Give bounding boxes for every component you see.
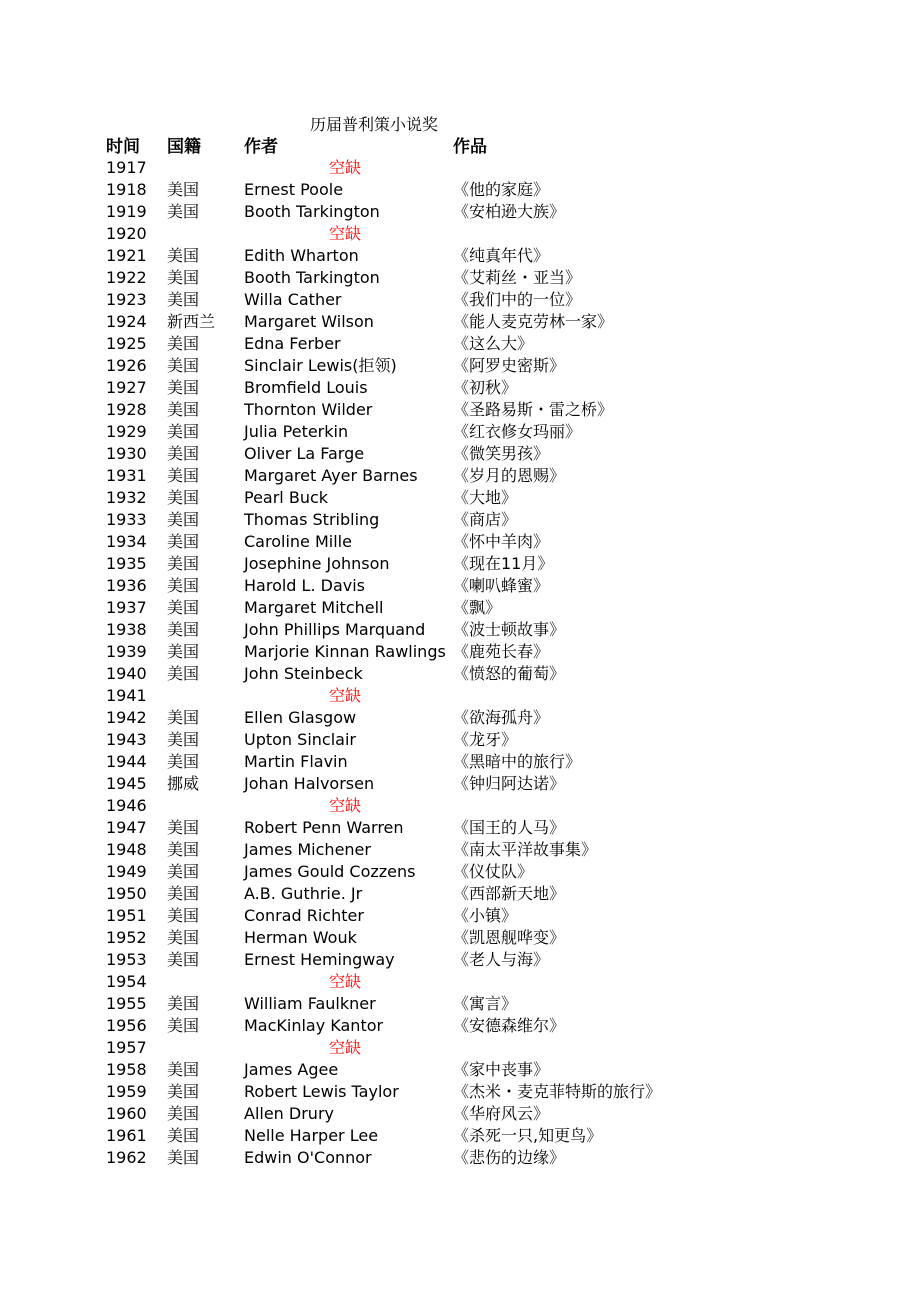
table-row <box>0 1103 920 1125</box>
table-row <box>0 377 920 399</box>
row-year: 1960 <box>106 1104 147 1123</box>
row-author: Margaret Wilson <box>244 312 374 331</box>
document-title: 历届普利策小说奖 <box>310 115 439 134</box>
row-work: 《初秋》 <box>453 378 518 397</box>
row-work: 《这么大》 <box>453 334 534 353</box>
row-year: 1923 <box>106 290 147 309</box>
row-author: MacKinlay Kantor <box>244 1016 384 1035</box>
row-year: 1925 <box>106 334 147 353</box>
vacant-label: 空缺 <box>329 972 362 991</box>
row-nationality: 美国 <box>167 554 200 573</box>
row-nationality: 美国 <box>167 290 200 309</box>
row-author: Julia Peterkin <box>244 422 349 441</box>
row-nationality: 美国 <box>167 1060 200 1079</box>
row-work: 《阿罗史密斯》 <box>453 356 566 375</box>
row-nationality: 美国 <box>167 642 200 661</box>
row-work: 《纯真年代》 <box>453 246 550 265</box>
row-author: Upton Sinclair <box>244 730 356 749</box>
table-row <box>0 597 920 619</box>
table-row <box>0 883 920 905</box>
row-year: 1957 <box>106 1038 147 1057</box>
row-nationality: 美国 <box>167 422 200 441</box>
row-year: 1951 <box>106 906 147 925</box>
table-row <box>0 751 920 773</box>
header-nationality: 国籍 <box>167 137 201 157</box>
table-row <box>0 663 920 685</box>
row-work: 《黑暗中的旅行》 <box>453 752 582 771</box>
row-work: 《商店》 <box>453 510 518 529</box>
row-year: 1927 <box>106 378 147 397</box>
row-nationality: 美国 <box>167 444 200 463</box>
row-author: Johan Halvorsen <box>244 774 375 793</box>
vacant-label: 空缺 <box>329 686 362 705</box>
row-nationality: 美国 <box>167 202 200 221</box>
row-nationality: 美国 <box>167 1082 200 1101</box>
row-work: 《寓言》 <box>453 994 518 1013</box>
row-year: 1936 <box>106 576 147 595</box>
table-body <box>0 157 920 1169</box>
row-nationality: 美国 <box>167 840 200 859</box>
row-year: 1948 <box>106 840 147 859</box>
table-row <box>0 1125 920 1147</box>
row-author: Margaret Ayer Barnes <box>244 466 418 485</box>
table-header <box>0 136 920 158</box>
row-year: 1937 <box>106 598 147 617</box>
table-row <box>0 817 920 839</box>
row-year: 1938 <box>106 620 147 639</box>
row-year: 1930 <box>106 444 147 463</box>
row-nationality: 美国 <box>167 818 200 837</box>
row-year: 1959 <box>106 1082 147 1101</box>
row-year: 1921 <box>106 246 147 265</box>
table-row <box>0 619 920 641</box>
vacant-label: 空缺 <box>329 796 362 815</box>
row-author: Josephine Johnson <box>244 554 390 573</box>
row-nationality: 挪威 <box>167 774 200 793</box>
row-year: 1962 <box>106 1148 147 1167</box>
row-work: 《钟归阿达诺》 <box>453 774 566 793</box>
table-row <box>0 245 920 267</box>
row-author: Pearl Buck <box>244 488 329 507</box>
table-row <box>0 839 920 861</box>
row-year: 1940 <box>106 664 147 683</box>
row-work: 《鹿苑长春》 <box>453 642 550 661</box>
row-nationality: 美国 <box>167 1104 200 1123</box>
table-row <box>0 509 920 531</box>
row-nationality: 美国 <box>167 994 200 1013</box>
row-year: 1954 <box>106 972 147 991</box>
row-work: 《红衣修女玛丽》 <box>453 422 582 441</box>
row-nationality: 美国 <box>167 1148 200 1167</box>
table-row <box>0 1147 920 1169</box>
table-row <box>0 157 920 179</box>
table-row <box>0 729 920 751</box>
row-work: 《老人与海》 <box>453 950 550 969</box>
row-year: 1961 <box>106 1126 147 1145</box>
row-work: 《国王的人马》 <box>453 818 566 837</box>
row-author: Bromfield Louis <box>244 378 368 397</box>
row-nationality: 美国 <box>167 576 200 595</box>
row-nationality: 美国 <box>167 950 200 969</box>
row-year: 1952 <box>106 928 147 947</box>
row-author: Allen Drury <box>244 1104 334 1123</box>
row-work: 《龙牙》 <box>453 730 518 749</box>
row-year: 1920 <box>106 224 147 243</box>
row-author: Nelle Harper Lee <box>244 1126 379 1145</box>
row-work: 《安柏逊大族》 <box>453 202 566 221</box>
row-author: Sinclair Lewis(拒领) <box>244 356 397 375</box>
row-year: 1928 <box>106 400 147 419</box>
row-nationality: 美国 <box>167 268 200 287</box>
row-nationality: 美国 <box>167 532 200 551</box>
row-author: Martin Flavin <box>244 752 348 771</box>
row-year: 1932 <box>106 488 147 507</box>
table-row <box>0 927 920 949</box>
row-work: 《大地》 <box>453 488 518 507</box>
table-row <box>0 707 920 729</box>
row-author: Ernest Poole <box>244 180 344 199</box>
row-nationality: 美国 <box>167 334 200 353</box>
row-author: Caroline Mille <box>244 532 352 551</box>
table-row <box>0 949 920 971</box>
row-author: Booth Tarkington <box>244 268 380 287</box>
row-work: 《家中丧事》 <box>453 1060 550 1079</box>
vacant-label: 空缺 <box>329 158 362 177</box>
row-work: 《小镇》 <box>453 906 518 925</box>
row-author: Edith Wharton <box>244 246 359 265</box>
row-year: 1955 <box>106 994 147 1013</box>
row-year: 1958 <box>106 1060 147 1079</box>
row-work: 《西部新天地》 <box>453 884 566 903</box>
table-row <box>0 465 920 487</box>
row-year: 1929 <box>106 422 147 441</box>
row-work: 《仪仗队》 <box>453 862 534 881</box>
row-author: James Agee <box>244 1060 339 1079</box>
row-year: 1924 <box>106 312 147 331</box>
row-nationality: 美国 <box>167 400 200 419</box>
row-nationality: 美国 <box>167 862 200 881</box>
row-year: 1950 <box>106 884 147 903</box>
row-nationality: 美国 <box>167 488 200 507</box>
table-row <box>0 333 920 355</box>
row-year: 1947 <box>106 818 147 837</box>
row-year: 1933 <box>106 510 147 529</box>
row-nationality: 美国 <box>167 1126 200 1145</box>
row-work: 《华府风云》 <box>453 1104 550 1123</box>
table-row <box>0 1015 920 1037</box>
row-work: 《飘》 <box>453 598 502 617</box>
table-row <box>0 905 920 927</box>
table-row <box>0 1081 920 1103</box>
row-nationality: 美国 <box>167 730 200 749</box>
row-nationality: 美国 <box>167 752 200 771</box>
row-author: Edwin O'Connor <box>244 1148 372 1167</box>
row-year: 1956 <box>106 1016 147 1035</box>
row-nationality: 美国 <box>167 378 200 397</box>
row-work: 《杰米・麦克菲特斯的旅行》 <box>453 1082 662 1101</box>
table-row <box>0 773 920 795</box>
row-year: 1942 <box>106 708 147 727</box>
row-year: 1941 <box>106 686 147 705</box>
row-nationality: 美国 <box>167 928 200 947</box>
row-work: 《微笑男孩》 <box>453 444 550 463</box>
row-year: 1922 <box>106 268 147 287</box>
row-work: 《能人麦克劳林一家》 <box>453 312 614 331</box>
header-author: 作者 <box>244 137 278 157</box>
row-nationality: 美国 <box>167 664 200 683</box>
row-year: 1953 <box>106 950 147 969</box>
row-author: James Gould Cozzens <box>244 862 416 881</box>
row-nationality: 美国 <box>167 466 200 485</box>
row-work: 《杀死一只,知更鸟》 <box>453 1126 603 1145</box>
table-row <box>0 575 920 597</box>
row-year: 1917 <box>106 158 147 177</box>
table-row <box>0 553 920 575</box>
row-work: 《波士顿故事》 <box>453 620 566 639</box>
row-nationality: 美国 <box>167 884 200 903</box>
row-year: 1919 <box>106 202 147 221</box>
row-work: 《现在11月》 <box>453 554 554 573</box>
row-author: John Phillips Marquand <box>244 620 426 639</box>
table-row <box>0 223 920 245</box>
row-year: 1926 <box>106 356 147 375</box>
row-author: Booth Tarkington <box>244 202 380 221</box>
table-row <box>0 267 920 289</box>
header-work: 作品 <box>453 137 487 157</box>
row-nationality: 美国 <box>167 1016 200 1035</box>
row-author: Robert Lewis Taylor <box>244 1082 399 1101</box>
row-author: John Steinbeck <box>244 664 363 683</box>
row-author: Ernest Hemingway <box>244 950 395 969</box>
row-author: Conrad Richter <box>244 906 364 925</box>
row-year: 1935 <box>106 554 147 573</box>
row-work: 《岁月的恩赐》 <box>453 466 566 485</box>
table-row <box>0 355 920 377</box>
row-nationality: 美国 <box>167 246 200 265</box>
row-nationality: 美国 <box>167 708 200 727</box>
table-row <box>0 179 920 201</box>
row-nationality: 新西兰 <box>167 312 216 331</box>
table-row <box>0 399 920 421</box>
row-work: 《南太平洋故事集》 <box>453 840 598 859</box>
table-row <box>0 443 920 465</box>
row-author: James Michener <box>244 840 371 859</box>
table-row <box>0 311 920 333</box>
row-year: 1949 <box>106 862 147 881</box>
row-author: Harold L. Davis <box>244 576 365 595</box>
row-work: 《怀中羊肉》 <box>453 532 550 551</box>
row-nationality: 美国 <box>167 620 200 639</box>
table-row <box>0 1037 920 1059</box>
row-nationality: 美国 <box>167 598 200 617</box>
table-row <box>0 531 920 553</box>
table-row <box>0 993 920 1015</box>
row-nationality: 美国 <box>167 906 200 925</box>
row-author: Robert Penn Warren <box>244 818 404 837</box>
table-row <box>0 201 920 223</box>
row-author: A.B. Guthrie. Jr <box>244 884 363 903</box>
table-row <box>0 487 920 509</box>
row-year: 1918 <box>106 180 147 199</box>
row-author: Thomas Stribling <box>244 510 380 529</box>
vacant-label: 空缺 <box>329 224 362 243</box>
vacant-label: 空缺 <box>329 1038 362 1057</box>
row-author: Marjorie Kinnan Rawlings <box>244 642 446 661</box>
row-work: 《艾莉丝・亚当》 <box>453 268 582 287</box>
table-row <box>0 421 920 443</box>
row-author: Ellen Glasgow <box>244 708 357 727</box>
row-author: William Faulkner <box>244 994 376 1013</box>
row-work: 《悲伤的边缘》 <box>453 1148 566 1167</box>
table-row <box>0 289 920 311</box>
row-author: Thornton Wilder <box>244 400 373 419</box>
row-nationality: 美国 <box>167 356 200 375</box>
table-row <box>0 971 920 993</box>
table-row <box>0 795 920 817</box>
row-author: Herman Wouk <box>244 928 357 947</box>
row-work: 《凯恩舰哗变》 <box>453 928 566 947</box>
row-author: Willa Cather <box>244 290 342 309</box>
row-work: 《愤怒的葡萄》 <box>453 664 566 683</box>
row-nationality: 美国 <box>167 510 200 529</box>
row-work: 《圣路易斯・雷之桥》 <box>453 400 614 419</box>
row-work: 《他的家庭》 <box>453 180 550 199</box>
row-work: 《我们中的一位》 <box>453 290 582 309</box>
row-author: Oliver La Farge <box>244 444 365 463</box>
table-row <box>0 685 920 707</box>
row-work: 《安德森维尔》 <box>453 1016 566 1035</box>
table-row <box>0 641 920 663</box>
row-year: 1944 <box>106 752 147 771</box>
row-author: Margaret Mitchell <box>244 598 384 617</box>
row-year: 1931 <box>106 466 147 485</box>
row-year: 1943 <box>106 730 147 749</box>
row-author: Edna Ferber <box>244 334 341 353</box>
table-row <box>0 1059 920 1081</box>
header-year: 时间 <box>106 137 140 157</box>
row-work: 《喇叭蜂蜜》 <box>453 576 550 595</box>
row-year: 1945 <box>106 774 147 793</box>
row-year: 1939 <box>106 642 147 661</box>
row-work: 《欲海孤舟》 <box>453 708 550 727</box>
row-nationality: 美国 <box>167 180 200 199</box>
row-year: 1934 <box>106 532 147 551</box>
table-row <box>0 861 920 883</box>
row-year: 1946 <box>106 796 147 815</box>
